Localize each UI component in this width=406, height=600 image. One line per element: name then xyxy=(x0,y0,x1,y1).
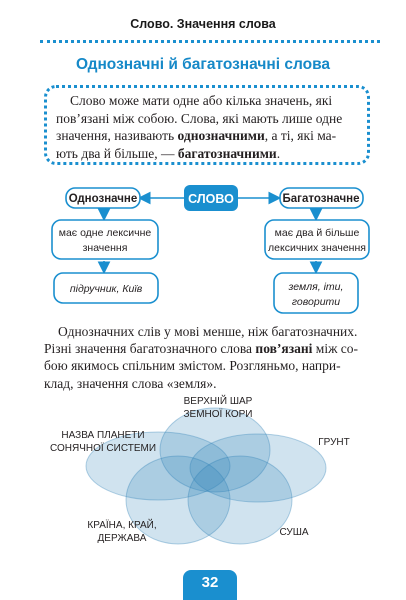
para-text-part: між со- xyxy=(312,341,359,357)
right-head-label: Багатозначне xyxy=(282,193,360,205)
para-line-1: Однозначних слів у мові менше, ніж багатозначних. xyxy=(58,324,358,339)
definition-text-part: , а ті, які ма- xyxy=(264,128,337,143)
page-number: 32 xyxy=(201,574,219,591)
definition-line-4 xyxy=(56,145,362,163)
right-desc-line-1: має два й більше xyxy=(274,227,360,239)
left-desc-line-1: має одне лексичне xyxy=(58,227,152,239)
term-unambiguous: однозначними xyxy=(177,128,265,143)
right-desc-line-2: лексичних значення xyxy=(268,242,366,254)
para-line-3: бою якимось спільним змістом. Розгляньмо, напри- xyxy=(44,358,341,374)
definition-line-2: пов’язані між собою. Слова, які мають лише одне xyxy=(56,110,343,126)
para-line-4: клад, значення слова «земля». xyxy=(44,375,217,391)
meanings-venn-diagram xyxy=(0,388,406,568)
venn-label-left-1: НАЗВА ПЛАНЕТИ xyxy=(61,430,145,441)
right-example-line-2: говорити xyxy=(291,296,341,308)
venn-label-bottom-right: СУША xyxy=(279,527,309,538)
para-line-2 xyxy=(44,340,372,357)
venn-label-bottom-left-2: ДЕРЖАВА xyxy=(97,533,147,544)
center-node-label: СЛОВО xyxy=(188,192,234,206)
left-head-label: Однозначне xyxy=(68,193,138,205)
definition-text xyxy=(56,92,362,162)
para-emphasis: пов’язані xyxy=(255,341,313,357)
venn-label-top-2: ЗЕМНОЇ КОРИ xyxy=(183,409,253,420)
venn-ellipse-bottom-right xyxy=(188,456,292,544)
venn-label-top-1: ВЕРХНІЙ ШАР xyxy=(183,396,253,407)
header-divider xyxy=(40,40,380,43)
definition-text-part: значення, називають xyxy=(56,128,178,143)
body-paragraph xyxy=(44,323,372,392)
definition-text-part: . xyxy=(276,145,281,161)
left-example-label: підручник, Київ xyxy=(69,283,143,295)
term-polysemous: багатозначними xyxy=(177,145,277,161)
running-header: Слово. Значення слова xyxy=(130,17,276,31)
word-classification-diagram xyxy=(0,175,406,320)
section-title: Однозначні й багатозначні слова xyxy=(75,56,331,73)
venn-label-left-2: СОНЯЧНОЇ СИСТЕМИ xyxy=(49,443,157,454)
venn-label-bottom-left-1: КРАЇНА, КРАЙ, xyxy=(87,520,157,531)
left-desc-line-2: значення xyxy=(82,242,128,254)
para-text-part: Різні значення багатозначного слова xyxy=(44,341,256,357)
venn-label-right: ГРУНТ xyxy=(318,437,350,448)
definition-line-3 xyxy=(56,127,362,145)
definition-text-part: ють два й більше, — xyxy=(56,145,178,161)
right-example-line-1: земля, іти, xyxy=(288,281,344,293)
definition-line-1: Слово може мати одне або кілька значень, які xyxy=(70,93,333,108)
